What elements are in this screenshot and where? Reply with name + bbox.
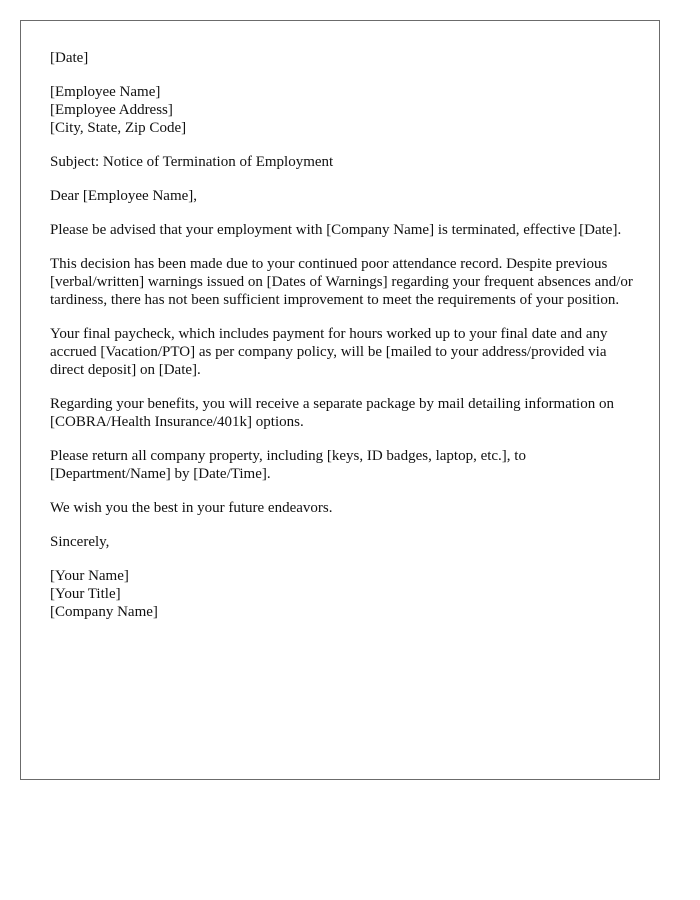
signature-block [50,567,633,621]
letter-document [20,20,660,780]
letter-subject: Subject: Notice of Termination of Employment [50,154,334,170]
letter-date: [Date] [50,50,89,66]
recipient-address: [Employee Address] [50,102,173,118]
paragraph-final-paycheck: Your final paycheck, which includes payment for hours worked up to your final date and any accrued [Vacation/PTO] as per company policy, will be [mailed to your address/provided via direct deposit] on [Date]. [50,326,608,378]
letter-closing: Sincerely, [50,534,110,550]
signature-company: [Company Name] [50,604,158,620]
signature-title: [Your Title] [50,586,121,602]
paragraph-reason: This decision has been made due to your continued poor attendance record. Despite previous [verbal/written] warnings issued on [Dates of Warnings] regarding your frequent absences and/or tardiness, there has not been sufficient improvement to meet the requirements of your position. [50,256,633,308]
paragraph-company-property: Please return all company property, including [keys, ID badges, laptop, etc.], to [Department/Name] by [Date/Time]. [50,448,526,482]
recipient-block [50,83,633,137]
paragraph-benefits: Regarding your benefits, you will receive a separate package by mail detailing information on [COBRA/Health Insurance/401k] options. [50,396,614,430]
recipient-name: [Employee Name] [50,84,161,100]
paragraph-well-wishes: We wish you the best in your future endeavors. [50,500,333,516]
recipient-city-state-zip: [City, State, Zip Code] [50,120,187,136]
signature-name: [Your Name] [50,568,129,584]
letter-salutation: Dear [Employee Name], [50,188,198,204]
paragraph-termination-notice: Please be advised that your employment with [Company Name] is terminated, effective [Date]. [50,222,622,238]
